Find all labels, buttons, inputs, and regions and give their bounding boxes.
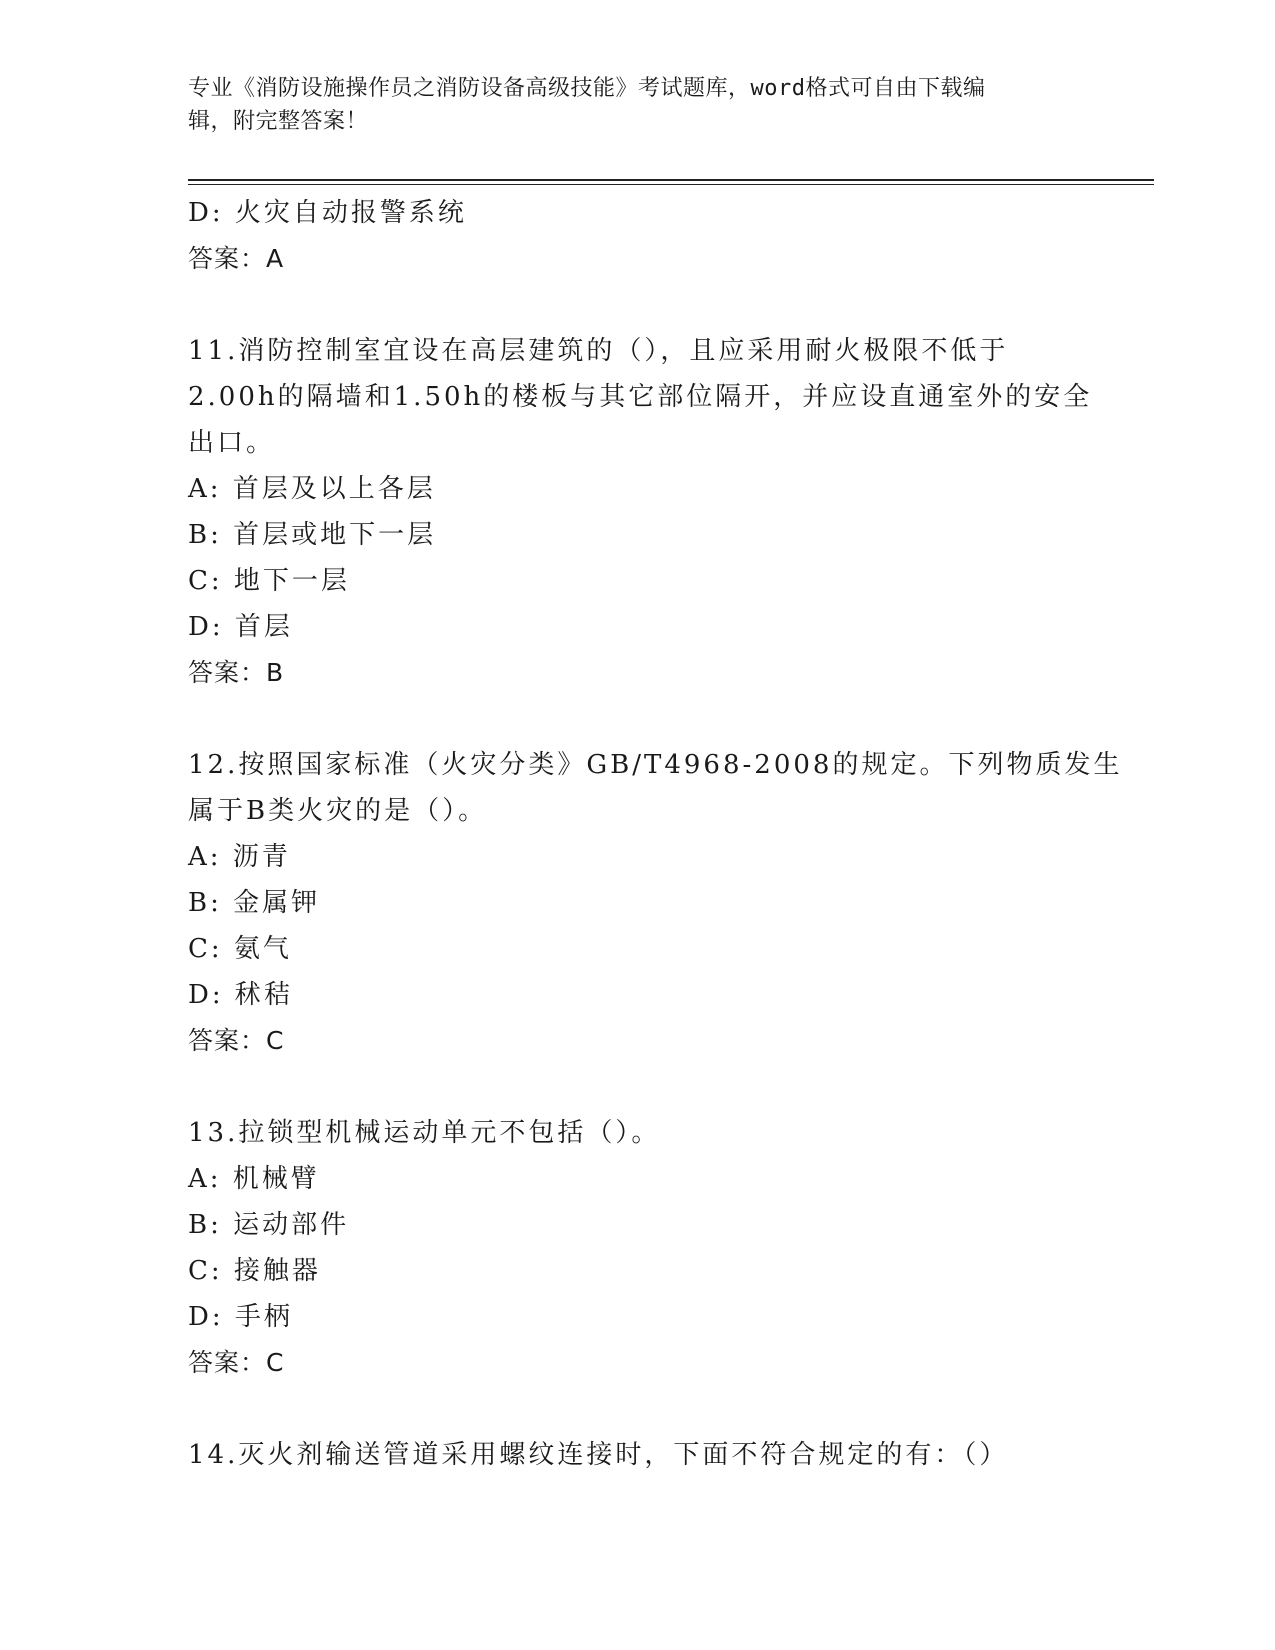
option-d: D: 秫秸 [188, 980, 293, 1010]
answer-line: 答案：C [188, 1026, 285, 1055]
option-b: B: 首层或地下一层 [188, 520, 437, 550]
option-d: D: 首层 [188, 612, 293, 642]
question-13 [188, 1110, 1088, 1386]
option-d: D: 火灾自动报警系统 [188, 198, 467, 228]
question-stem-line: 出口。 [188, 428, 276, 458]
answer-line: 答案：B [188, 658, 285, 687]
question-11 [188, 328, 1093, 696]
header-line-2: 辑，附完整答案！ [188, 109, 369, 134]
header-line-1: 专业《消防设施操作员之消防设备高级技能》考试题库，word格式可自由下载编 [188, 76, 986, 101]
option-b: B: 运动部件 [188, 1210, 350, 1240]
question-stem-line: 14.灭火剂输送管道采用螺纹连接时，下面不符合规定的有：（） [188, 1440, 1009, 1470]
question-stem-line: 13.拉锁型机械运动单元不包括（）。 [188, 1118, 661, 1148]
question-stem-line: 属于B类火灾的是（）。 [188, 796, 488, 826]
question-12 [188, 742, 1123, 1064]
option-a: A: 沥青 [188, 842, 291, 872]
answer-line: 答案：C [188, 1348, 285, 1377]
question-stem-line: 11.消防控制室宜设在高层建筑的（），且应采用耐火极限不低于 [188, 336, 1009, 366]
header-divider-thick [188, 179, 1154, 181]
option-c: C: 接触器 [188, 1256, 321, 1286]
document-header [188, 72, 1068, 138]
option-d: D: 手柄 [188, 1302, 293, 1332]
option-a: A: 机械臂 [188, 1164, 320, 1194]
answer-line: 答案：A [188, 244, 285, 273]
question-stem-line: 12.按照国家标准（火灾分类》GB/T4968-2008的规定。下列物质发生 [188, 750, 1123, 780]
option-a: A: 首层及以上各层 [188, 474, 436, 504]
question-list [188, 190, 1123, 1478]
option-b: B: 金属钾 [188, 888, 321, 918]
question-14 [188, 1432, 1088, 1478]
header-divider-thin [188, 184, 1154, 185]
option-c: C: 地下一层 [188, 566, 350, 596]
option-c: C: 氨气 [188, 934, 292, 964]
question-stem-line: 2.00h的隔墙和1.50h的楼板与其它部位隔开，并应设直通室外的安全 [188, 382, 1093, 412]
